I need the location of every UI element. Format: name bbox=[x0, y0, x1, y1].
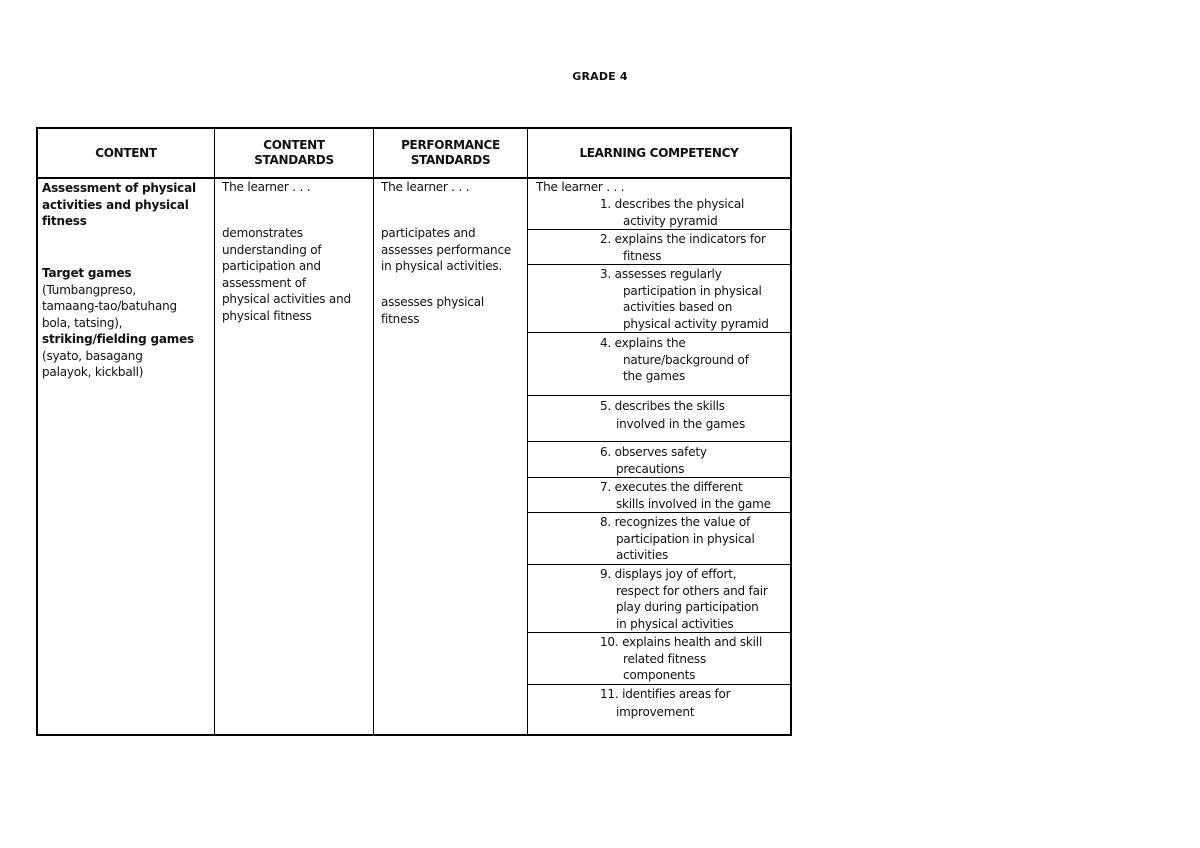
competency-line: participation in physical bbox=[616, 531, 755, 546]
content-standards-line: physical activities and bbox=[222, 292, 351, 306]
row-divider bbox=[527, 512, 792, 513]
column-divider bbox=[373, 127, 374, 736]
competency-line: fitness bbox=[623, 248, 662, 263]
competency-line: improvement bbox=[616, 704, 695, 719]
competency-line: nature/background of bbox=[623, 352, 749, 367]
competency-line: 7. executes the different bbox=[600, 480, 743, 494]
header-learning-competency bbox=[528, 129, 790, 177]
target-games-label: Target games bbox=[42, 266, 132, 280]
content-standards-intro: The learner . . . bbox=[222, 180, 311, 194]
competency-line: 9. displays joy of effort, bbox=[600, 567, 737, 581]
competency-line: 11. identifies areas for bbox=[600, 687, 731, 701]
header-content-standards bbox=[215, 129, 373, 177]
competency-item bbox=[600, 196, 785, 229]
competency-line: 1. describes the physical bbox=[600, 197, 745, 211]
competency-line: 2. explains the indicators for bbox=[600, 232, 766, 246]
content-topic bbox=[42, 180, 196, 230]
competency-line: the games bbox=[623, 369, 686, 383]
content-line: bola, tatsing), bbox=[42, 315, 123, 330]
header-performance-standards-label: PERFORMANCE STANDARDS bbox=[401, 138, 500, 167]
performance-standards-text-2 bbox=[381, 294, 484, 327]
competency-line: physical activity pyramid bbox=[623, 316, 769, 331]
competency-line: respect for others and fair bbox=[616, 583, 768, 598]
competency-item bbox=[600, 231, 785, 264]
competency-item bbox=[600, 479, 785, 512]
competency-line: participation in physical bbox=[623, 283, 762, 298]
content-line: activities and physical bbox=[42, 197, 189, 212]
content-standards-line: demonstrates bbox=[222, 226, 303, 240]
performance-standards-line: assesses physical bbox=[381, 295, 484, 309]
competency-item bbox=[600, 634, 785, 684]
performance-standards-intro: The learner . . . bbox=[381, 180, 470, 194]
performance-standards-line: participates and bbox=[381, 226, 476, 240]
competency-line: precautions bbox=[616, 461, 685, 476]
performance-standards-line: in physical activities. bbox=[381, 259, 503, 273]
striking-games-label: striking/fielding games bbox=[42, 332, 194, 346]
competency-item bbox=[600, 514, 785, 564]
content-games bbox=[42, 265, 194, 381]
column-divider bbox=[527, 127, 528, 736]
competency-intro: The learner . . . bbox=[536, 180, 625, 194]
content-standards-line: physical fitness bbox=[222, 308, 312, 323]
competency-item bbox=[600, 444, 785, 477]
content-standards-line: participation and bbox=[222, 259, 321, 273]
competency-item bbox=[600, 266, 785, 332]
performance-standards-line: assesses performance bbox=[381, 242, 512, 257]
competency-line: activities based on bbox=[623, 300, 733, 314]
competency-line: components bbox=[623, 668, 696, 682]
header-performance-standards bbox=[374, 129, 527, 177]
competency-line: 4. explains the bbox=[600, 336, 686, 350]
row-divider bbox=[527, 332, 792, 333]
page-title: GRADE 4 bbox=[572, 70, 628, 83]
competency-line: activity pyramid bbox=[623, 213, 718, 228]
row-divider bbox=[527, 441, 792, 442]
column-divider bbox=[214, 127, 215, 736]
competency-line: 5. describes the skills bbox=[600, 399, 725, 413]
competency-item bbox=[600, 566, 785, 632]
content-line: palayok, kickball) bbox=[42, 365, 144, 379]
competency-line: 6. observes safety bbox=[600, 445, 707, 459]
header-learning-competency-label: LEARNING COMPETENCY bbox=[579, 145, 739, 160]
content-line: fitness bbox=[42, 214, 87, 228]
row-divider bbox=[527, 684, 792, 685]
content-line: Assessment of physical bbox=[42, 181, 196, 195]
header-content-label: CONTENT bbox=[95, 145, 157, 160]
competency-item bbox=[600, 335, 785, 385]
content-standards-line: understanding of bbox=[222, 242, 322, 257]
competency-line: skills involved in the game bbox=[616, 496, 771, 511]
content-standards-line: assessment of bbox=[222, 275, 306, 290]
performance-standards-text bbox=[381, 225, 511, 275]
row-divider bbox=[527, 477, 792, 478]
competency-line: in physical activities bbox=[616, 616, 734, 631]
row-divider bbox=[527, 229, 792, 230]
content-line: tamaang-tao/batuhang bbox=[42, 299, 177, 313]
competency-line: 8. recognizes the value of bbox=[600, 515, 751, 529]
competency-line: related fitness bbox=[623, 651, 707, 666]
competency-line: involved in the games bbox=[616, 416, 745, 431]
row-divider bbox=[527, 264, 792, 265]
header-content-standards-label: CONTENT STANDARDS bbox=[254, 138, 334, 167]
competency-line: 3. assesses regularly bbox=[600, 267, 722, 281]
performance-standards-line: fitness bbox=[381, 311, 420, 326]
row-divider bbox=[527, 395, 792, 396]
competency-line: play during participation bbox=[616, 600, 759, 614]
header-content bbox=[38, 129, 214, 177]
row-divider bbox=[527, 564, 792, 565]
content-line: (syato, basagang bbox=[42, 348, 143, 363]
competency-line: 10. explains health and skill bbox=[600, 635, 763, 649]
competency-line: activities bbox=[616, 548, 669, 562]
competency-item bbox=[600, 398, 785, 432]
content-standards-text bbox=[222, 225, 351, 324]
competency-item bbox=[600, 686, 785, 720]
content-line: (Tumbangpreso, bbox=[42, 282, 136, 297]
row-divider bbox=[527, 632, 792, 633]
